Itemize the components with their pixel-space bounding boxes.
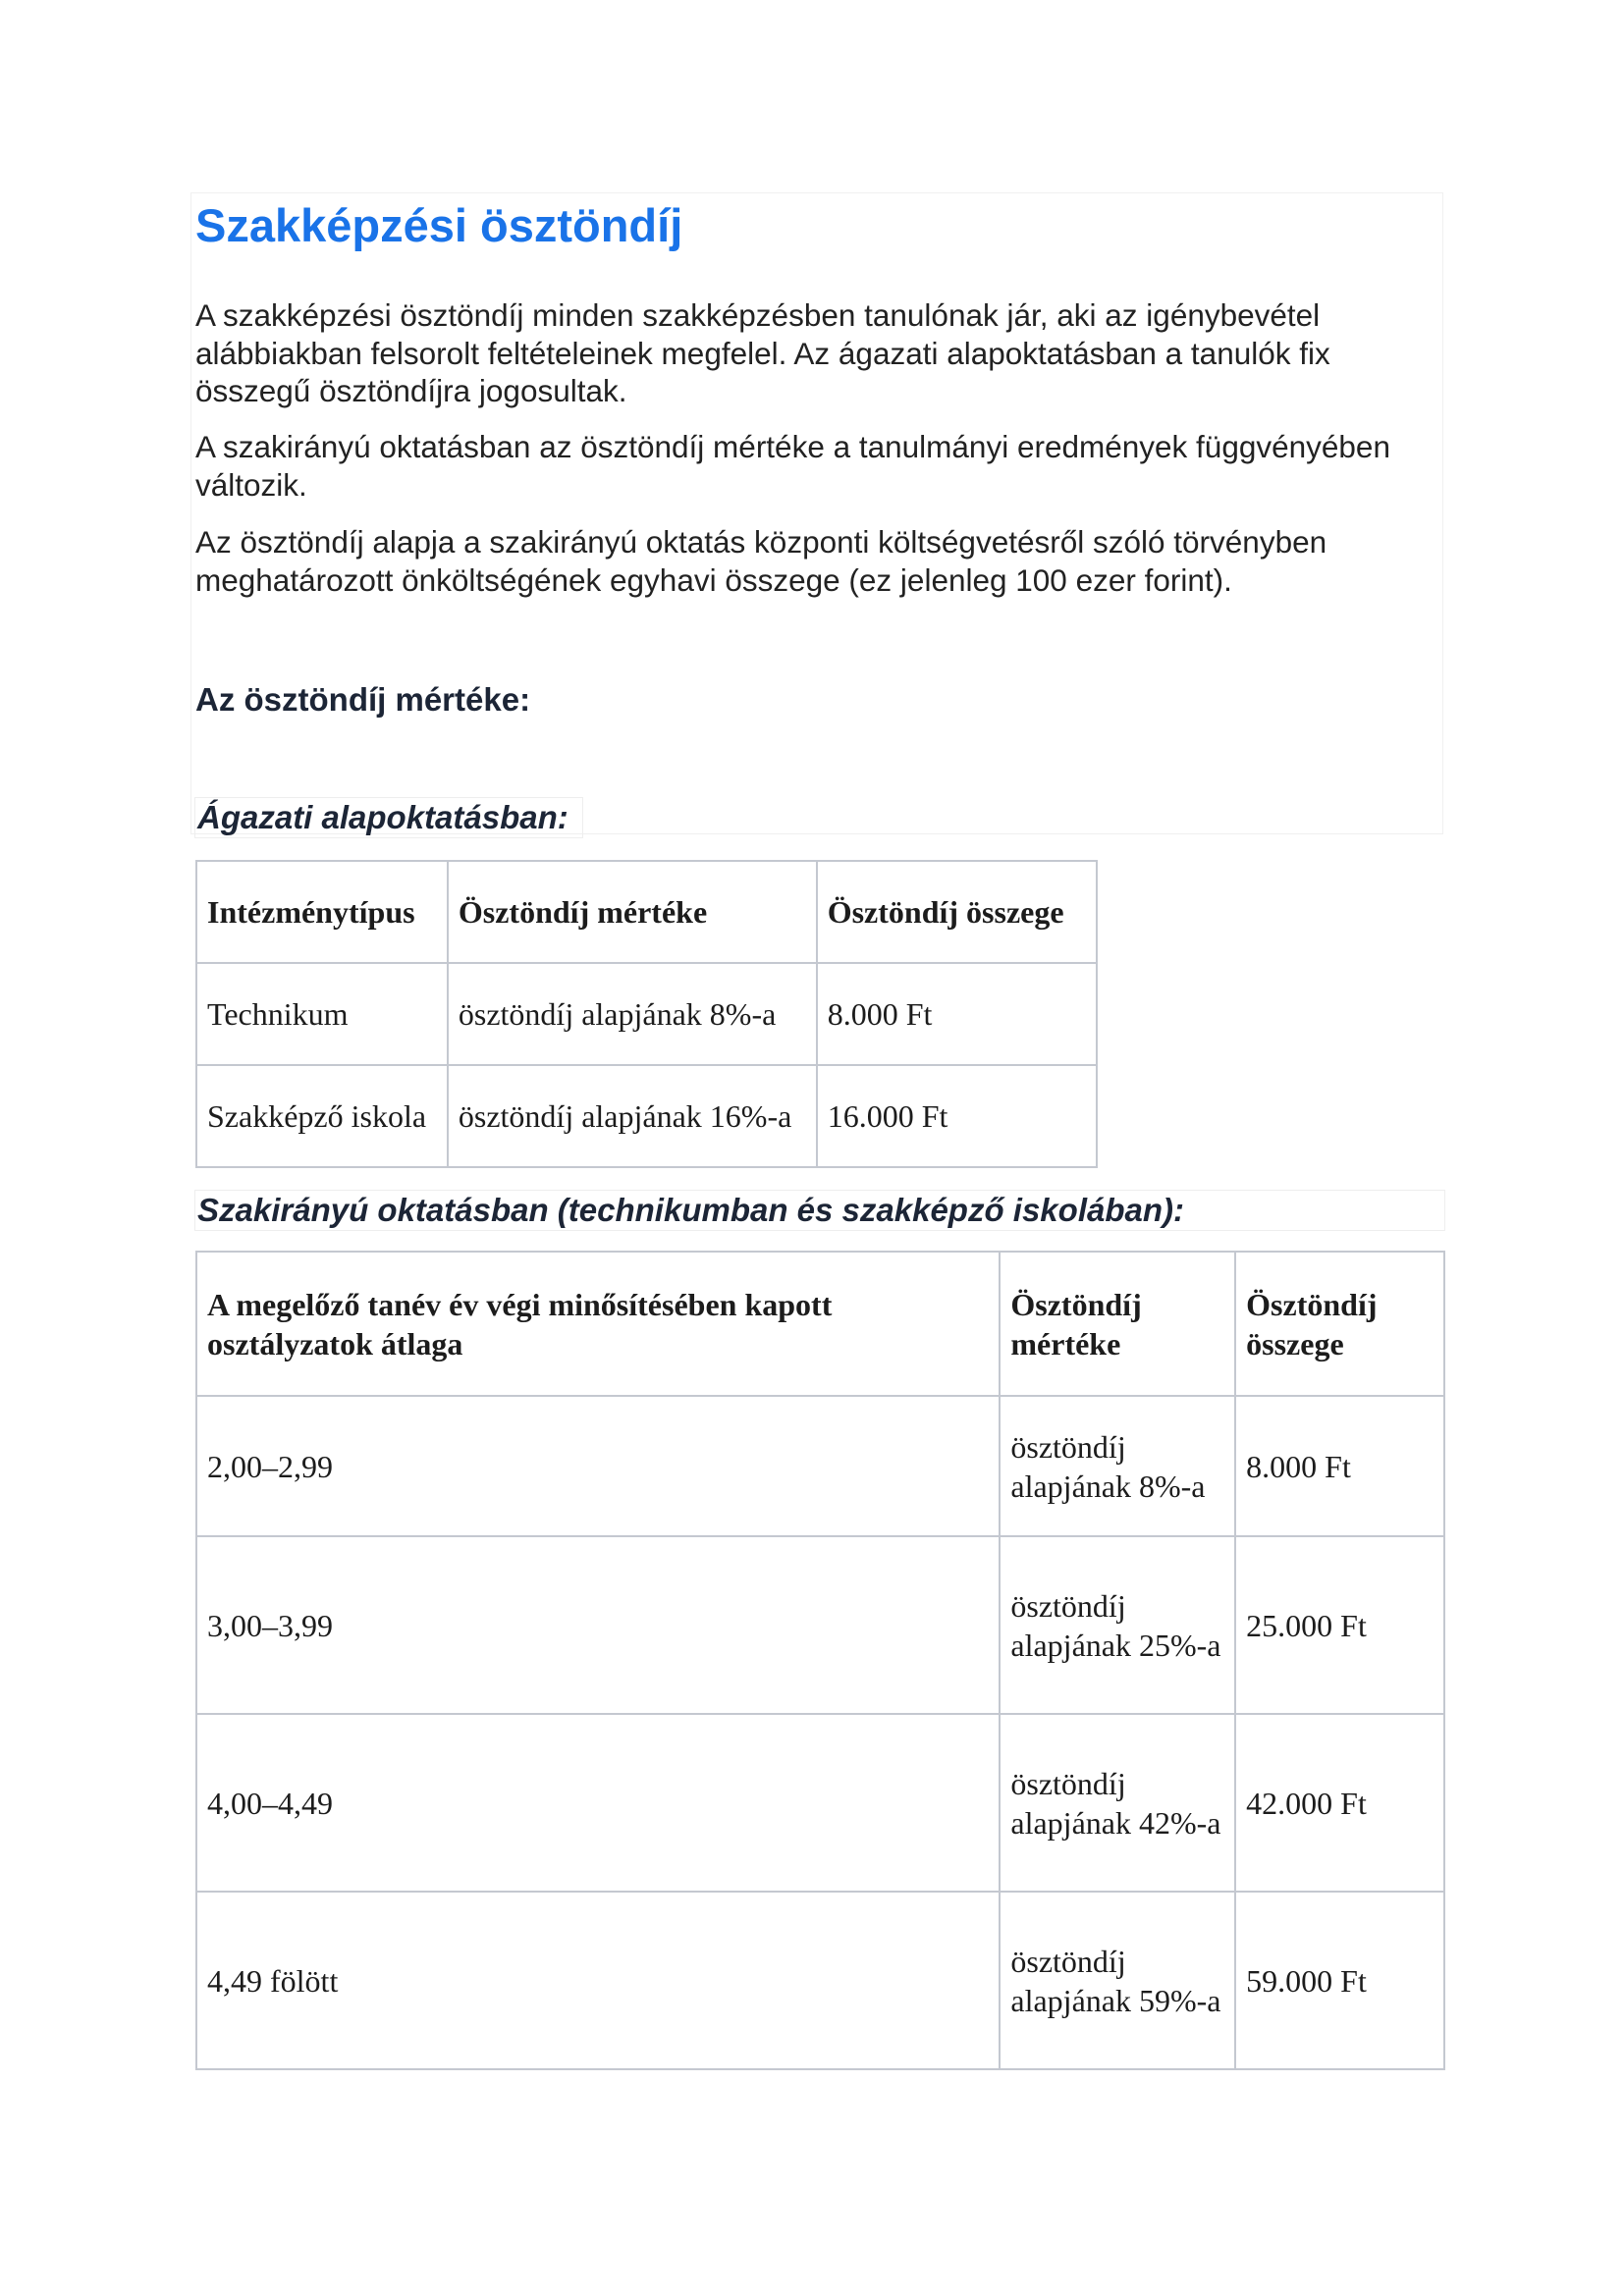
table-header-cell: Ösztöndíj mértéke xyxy=(448,861,817,963)
table-cell: 16.000 Ft xyxy=(817,1065,1097,1167)
table-row xyxy=(196,1892,1444,2069)
table-cell: ösztöndíj alapjának 16%-a xyxy=(448,1065,817,1167)
table-row xyxy=(196,1396,1444,1536)
table-cell: ösztöndíj alapjának 8%-a xyxy=(448,963,817,1065)
table-cell: ösztöndíj alapjának 59%-a xyxy=(1000,1892,1235,2069)
table-cell: 25.000 Ft xyxy=(1235,1536,1444,1714)
table-header-cell: Ösztöndíj összege xyxy=(1235,1252,1444,1396)
table-cell: ösztöndíj alapjának 25%-a xyxy=(1000,1536,1235,1714)
intro-paragraph: A szakirányú oktatásban az ösztöndíj mértéke a tanulmányi eredmények függvényében változik. xyxy=(195,429,1390,503)
table-cell: 8.000 Ft xyxy=(1235,1396,1444,1536)
intro-paragraph: Az ösztöndíj alapja a szakirányú oktatás központi költségvetésről szóló törvényben meghatározott önköltségének egyhavi összege (ez jelenleg 100 ezer forint). xyxy=(195,524,1327,598)
table-cell: 4,00–4,49 xyxy=(196,1714,1000,1892)
table-header-cell: A megelőző tanév év végi minősítésében kapott osztályzatok átlaga xyxy=(196,1252,1000,1396)
table-cell: 2,00–2,99 xyxy=(196,1396,1000,1536)
table-row xyxy=(196,963,1097,1065)
table-header-cell: Ösztöndíj összege xyxy=(817,861,1097,963)
table-cell: 42.000 Ft xyxy=(1235,1714,1444,1892)
table-cell: 8.000 Ft xyxy=(817,963,1097,1065)
intro-box xyxy=(190,192,1443,834)
table-cell: Technikum xyxy=(196,963,448,1065)
table-cell: ösztöndíj alapjának 8%-a xyxy=(1000,1396,1235,1536)
section-label-basic-education: Ágazati alapoktatásban: xyxy=(194,797,583,838)
vocational-education-table xyxy=(195,1251,1445,2070)
table-cell: Szakképző iskola xyxy=(196,1065,448,1167)
table-row xyxy=(196,1536,1444,1714)
basic-education-table xyxy=(195,860,1098,1168)
table-cell: ösztöndíj alapjának 42%-a xyxy=(1000,1714,1235,1892)
table-header-row xyxy=(196,861,1097,963)
page-title: Szakképzési ösztöndíj xyxy=(195,199,683,251)
table-header-cell: Ösztöndíj mértéke xyxy=(1000,1252,1235,1396)
section-label-vocational-education: Szakirányú oktatásban (technikumban és szakképző iskolában): xyxy=(194,1190,1445,1231)
table-cell: 3,00–3,99 xyxy=(196,1536,1000,1714)
table-cell: 4,49 fölött xyxy=(196,1892,1000,2069)
scholarship-amount-heading: Az ösztöndíj mértéke: xyxy=(195,681,531,718)
table-cell: 59.000 Ft xyxy=(1235,1892,1444,2069)
table-header-cell: Intézménytípus xyxy=(196,861,448,963)
table-row xyxy=(196,1065,1097,1167)
table-header-row xyxy=(196,1252,1444,1396)
intro-paragraph: A szakképzési ösztöndíj minden szakképzésben tanulónak jár, aki az igénybevétel alábbiakban felsorolt feltételeinek megfelel. Az ágazati alapoktatásban a tanulók fix összegű ösztöndíjra jogosultak. xyxy=(195,297,1330,408)
table-row xyxy=(196,1714,1444,1892)
